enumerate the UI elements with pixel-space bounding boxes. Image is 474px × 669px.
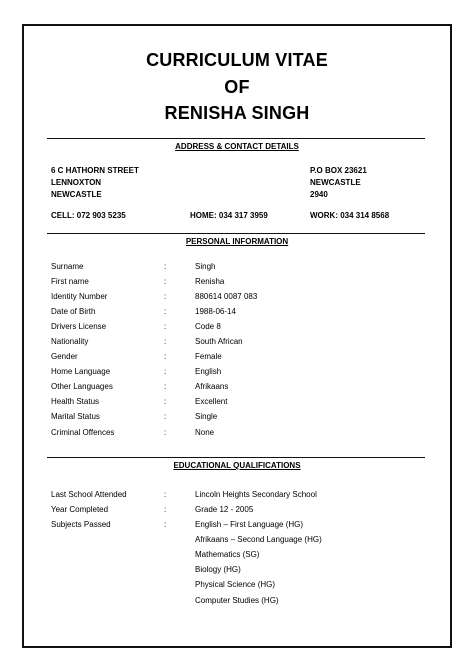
row-value: South African: [195, 337, 243, 346]
divider-personal: [47, 233, 425, 234]
subject-item: Physical Science (HG): [195, 580, 276, 589]
title-line-of: OF: [224, 77, 250, 97]
row-value: Grade 12 - 2005: [195, 505, 254, 514]
row-colon: :: [164, 352, 167, 361]
row-colon: :: [164, 520, 167, 529]
postal-line-2: NEWCASTLE: [310, 178, 361, 187]
row-label: Criminal Offences: [51, 428, 115, 437]
personal-heading: PERSONAL INFORMATION: [185, 237, 289, 246]
row-value: Afrikaans: [195, 382, 229, 391]
row-colon: :: [164, 322, 167, 331]
row-label: Nationality: [51, 337, 89, 346]
subject-item: Afrikaans – Second Language (HG): [195, 535, 322, 544]
address-heading: ADDRESS & CONTACT DETAILS: [175, 142, 299, 151]
street-line-1: 6 C HATHORN STREET: [51, 166, 139, 175]
row-label: Health Status: [51, 397, 100, 406]
row-label: Last School Attended: [51, 490, 127, 499]
row-colon: :: [164, 382, 167, 391]
row-value: None: [195, 428, 215, 437]
subject-item: Biology (HG): [195, 565, 241, 574]
divider-top: [47, 138, 425, 139]
row-colon: :: [164, 277, 167, 286]
row-label: Surname: [51, 262, 84, 271]
row-label: Subjects Passed: [51, 520, 111, 529]
postal-line-3: 2940: [310, 190, 328, 199]
row-label: Identity Number: [51, 292, 108, 301]
row-value: Excellent: [195, 397, 228, 406]
row-label: Year Completed: [51, 505, 109, 514]
row-value: Single: [195, 412, 218, 421]
row-label: Date of Birth: [51, 307, 96, 316]
divider-education: [47, 457, 425, 458]
title-line-cv: CURRICULUM VITAE: [146, 50, 328, 70]
row-colon: :: [164, 397, 167, 406]
row-colon: :: [164, 337, 167, 346]
row-colon: :: [164, 262, 167, 271]
row-colon: :: [164, 292, 167, 301]
row-colon: :: [164, 428, 167, 437]
title-line-name: RENISHA SINGH: [164, 103, 310, 123]
subject-item: Computer Studies (HG): [195, 596, 279, 605]
street-line-2: LENNOXTON: [51, 178, 102, 187]
row-colon: :: [164, 307, 167, 316]
row-label: Drivers License: [51, 322, 107, 331]
row-label: Marital Status: [51, 412, 100, 421]
row-colon: :: [164, 367, 167, 376]
home-number: HOME: 034 317 3959: [190, 211, 268, 220]
row-value: Female: [195, 352, 222, 361]
street-line-3: NEWCASTLE: [51, 190, 102, 199]
row-value: Lincoln Heights Secondary School: [195, 490, 317, 499]
row-value: 880614 0087 083: [195, 292, 258, 301]
row-label: Gender: [51, 352, 78, 361]
row-label: Home Language: [51, 367, 111, 376]
row-colon: :: [164, 505, 167, 514]
row-value: 1988-06-14: [195, 307, 236, 316]
row-value: Code 8: [195, 322, 221, 331]
row-value: Singh: [195, 262, 216, 271]
row-colon: :: [164, 490, 167, 499]
education-heading: EDUCATIONAL QUALIFICATIONS: [173, 461, 301, 470]
row-label: First name: [51, 277, 89, 286]
cell-number: CELL: 072 903 5235: [51, 211, 126, 220]
work-number: WORK: 034 314 8568: [310, 211, 390, 220]
row-value: Renisha: [195, 277, 225, 286]
row-value: English – First Language (HG): [195, 520, 304, 529]
row-label: Other Languages: [51, 382, 113, 391]
row-colon: :: [164, 412, 167, 421]
postal-line-1: P.O BOX 23621: [310, 166, 367, 175]
row-value: English: [195, 367, 222, 376]
subject-item: Mathematics (SG): [195, 550, 260, 559]
